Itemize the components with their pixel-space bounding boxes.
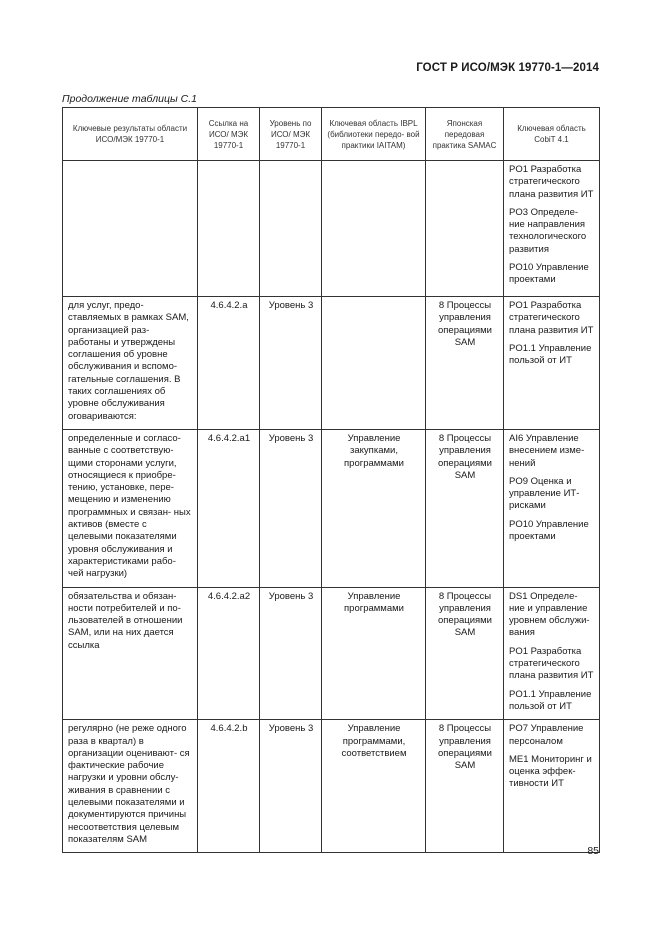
table-continuation-label: Продолжение таблицы С.1 <box>62 93 197 105</box>
cell-cobit <box>504 161 600 297</box>
table-row <box>63 720 600 853</box>
cell-result: определенные и согласо- ванные с соответствую- щими сторонами услуги, относящиеся к приобре- тению, установке, пере- мещению и изменению программных и связан- ных активов (вместе с целевыми показателями уровня обслуживания и характеристиками рабо- чей нагрузки) <box>63 429 198 587</box>
standards-mapping-table <box>62 107 600 853</box>
column-header-cobit: Ключевая область CobiT 4.1 <box>504 108 600 161</box>
cobit-item: PO7 Управление персоналом <box>509 723 584 747</box>
cobit-item: PO9 Оценка и управление ИТ-рисками <box>509 475 580 512</box>
cobit-item: PO1.1 Управление пользой от ИТ <box>509 688 592 712</box>
table-row <box>63 587 600 720</box>
page-number: 85 <box>587 845 599 857</box>
column-header-level: Уровень по ИСО/ МЭК 19770-1 <box>260 108 322 161</box>
cell-result <box>63 161 198 297</box>
cell-samac: 8 Процессы управления операциями SAM <box>426 720 504 853</box>
cell-level: Уровень 3 <box>260 587 322 720</box>
cobit-item: PO1 Разработка стратегического плана развития ИТ <box>509 164 594 200</box>
cell-ibpl <box>322 297 426 430</box>
cell-ibpl: Управление программами, соответствием <box>322 720 426 853</box>
cell-result: обязательства и обязан- ности потребителей и по- льзователей в отношении SAM, или на них дается ссылка <box>63 587 198 720</box>
table-row <box>63 429 600 587</box>
cell-level <box>260 161 322 297</box>
cell-samac: 8 Процессы управления операциями SAM <box>426 429 504 587</box>
cell-samac: 8 Процессы управления операциями SAM <box>426 297 504 430</box>
cobit-item: PO1 Разработка стратегического плана развития ИТ <box>509 300 594 336</box>
column-header-ibpl: Ключевая область IBPL (библиотеки передо- вой практики IAITAM) <box>322 108 426 161</box>
cell-reference: 4.6.4.2.a1 <box>198 429 260 587</box>
column-header-samac: Японская передовая практика SAMAC <box>426 108 504 161</box>
cell-result: для услуг, предо- ставляемых в рамках SAM, организацией раз- работаны и утверждены соглашения об уровне обслуживания и вспомо- гательные соглашения. В таких соглашениях об уровне обслуживания оговариваются: <box>63 297 198 430</box>
column-header-reference: Ссылка на ИСО/ МЭК 19770-1 <box>198 108 260 161</box>
table-header-row <box>63 108 600 161</box>
cell-cobit <box>504 587 600 720</box>
cell-ibpl: Управление программами <box>322 587 426 720</box>
column-header-results: Ключевые результаты области ИСО/МЭК 19770-1 <box>63 108 198 161</box>
cell-level: Уровень 3 <box>260 297 322 430</box>
cell-ibpl: Управление закупками, программами <box>322 429 426 587</box>
cell-ibpl <box>322 161 426 297</box>
document-header: ГОСТ Р ИСО/МЭК 19770-1—2014 <box>416 62 599 74</box>
cell-cobit <box>504 297 600 430</box>
cobit-item: DS1 Определе- ние и управление уровнем обслужи- вания <box>509 590 590 639</box>
cobit-item: PO10 Управление проектами <box>509 518 589 543</box>
cell-cobit <box>504 429 600 587</box>
cell-result: регулярно (не реже одного раза в квартал) в организации оценивают- ся фактические рабочие нагрузки и уровни обслу- живания в сравнении с целевыми показателями и документируются причины несоответствия целевым показателям SAM <box>63 720 198 853</box>
table-row <box>63 297 600 430</box>
cobit-item: PO3 Определе- ние направления технологического развития <box>509 206 587 255</box>
cobit-item: PO1 Разработка стратегического плана развития ИТ <box>509 645 594 682</box>
cell-reference: 4.6.4.2.a <box>198 297 260 430</box>
table-row <box>63 161 600 297</box>
cell-level: Уровень 3 <box>260 720 322 853</box>
cell-samac: 8 Процессы управления операциями SAM <box>426 587 504 720</box>
cell-samac <box>426 161 504 297</box>
cell-cobit <box>504 720 600 853</box>
cobit-item: PO10 Управление проектами <box>509 262 589 286</box>
cell-reference: 4.6.4.2.a2 <box>198 587 260 720</box>
cobit-item: ME1 Мониторинг и оценка эффек- тивности ИТ <box>509 753 592 790</box>
cobit-item: PO1.1 Управление пользой от ИТ <box>509 342 592 367</box>
cobit-item: AI6 Управление внесением изме- нений <box>509 432 585 469</box>
cell-reference: 4.6.4.2.b <box>198 720 260 853</box>
cell-reference <box>198 161 260 297</box>
cell-level: Уровень 3 <box>260 429 322 587</box>
